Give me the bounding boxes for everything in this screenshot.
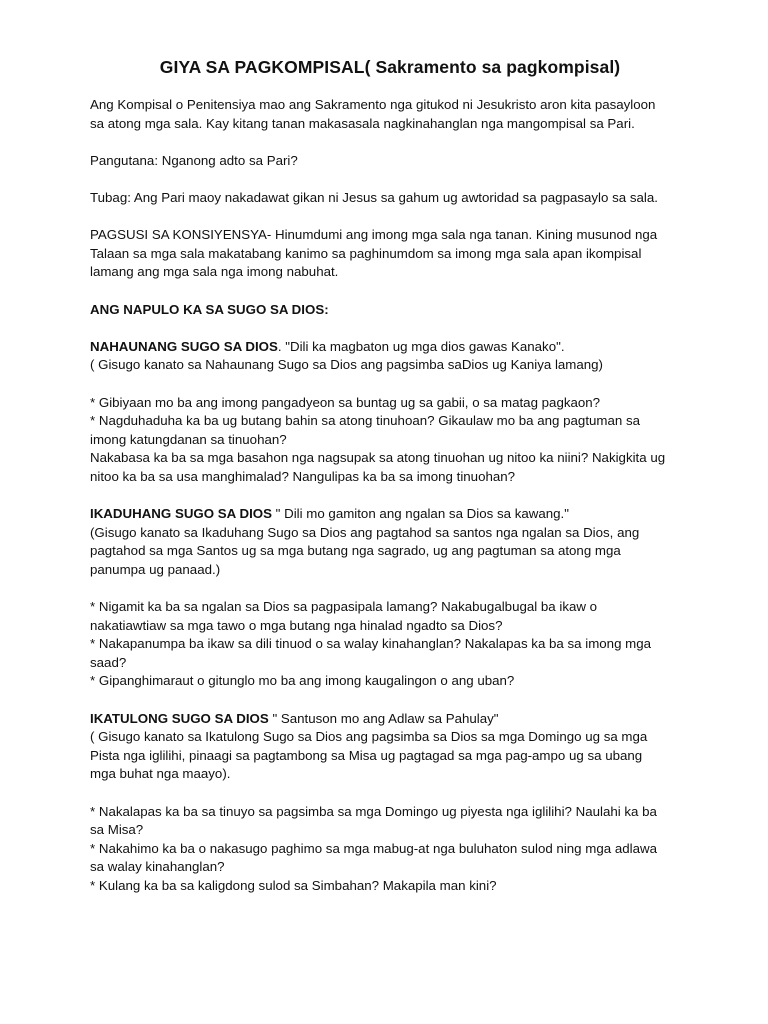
explanation-line: Pista nga iglilihi, pinaagi sa pagtambong sa Misa ug pagtagad sa mga pag-ampo ug sa ubang bbox=[90, 747, 643, 763]
second-commandment-questions bbox=[90, 598, 690, 691]
third-commandment-intro bbox=[90, 710, 690, 784]
question-line: Nakabasa ka ba sa mga basahon nga nagsupak sa atong tinuohan ug nitoo ka niini? Nakigkita ug bbox=[90, 450, 666, 466]
question-line: * Nakapanumpa ba ikaw sa dili tinuod o sa walay kinahanglan? Nakalapas ka ba sa imong mga bbox=[90, 636, 652, 652]
third-commandment-questions bbox=[90, 803, 690, 896]
first-commandment-quote: . "Dili ka magbaton ug mga dios gawas Kanako". bbox=[277, 338, 565, 354]
question-line: * Kulang ka ba sa kaligdong sulod sa Simbahan? Makapila man kini? bbox=[90, 877, 497, 893]
intro-line: Ang Kompisal o Penitensiya mao ang Sakramento nga gitukod ni Jesukristo aron kita pasayloon bbox=[90, 97, 656, 112]
question-line: nitoo ka ba sa usa manghimalad? Nangulipas ka ba sa imong tinuohan? bbox=[90, 468, 516, 484]
question-line: * Nakalapas ka ba sa tinuyo sa pagsimba sa mga Domingo ug piyesta nga iglilihi? Naulahi ka ba bbox=[90, 803, 657, 819]
third-commandment-heading: IKATULONG SUGO SA DIOS bbox=[90, 710, 269, 726]
intro-line: sa atong mga sala. Kay kitang tanan makasasala nagkinahanglan nga mangompisal sa Pari. bbox=[90, 115, 635, 131]
question-line: * Gipanghimaraut o gitunglo mo ba ang imong kaugalingon o ang uban? bbox=[90, 673, 515, 689]
examination-paragraph bbox=[90, 226, 690, 282]
question-line: nakatiawtiaw sa mga tawo o mga butang nga hinalad ngadto sa Dios? bbox=[90, 617, 503, 633]
second-commandment-title bbox=[90, 505, 690, 524]
explanation-line: ( Gisugo kanato sa Ikatulong Sugo sa Dios ang pagsimba sa Dios sa mga Domingo ug sa mga bbox=[90, 729, 648, 745]
examination-line: Talaan sa mga sala makatabang kanimo sa paghinumdom sa imong mga sala apan ikompisal bbox=[90, 245, 642, 261]
question-line: * Gibiyaan mo ba ang imong pangadyeon sa buntag ug sa gabii, o sa matag pagkaon? bbox=[90, 394, 601, 410]
question-line: imong katungdanan sa tinuohan? bbox=[90, 431, 287, 447]
first-commandment-explanation: ( Gisugo kanato sa Nahaunang Sugo sa Dios ang pagsimba saDios ug Kaniya lamang) bbox=[90, 357, 603, 373]
first-commandment-title bbox=[90, 338, 690, 357]
examination-line: lamang ang mga sala nga imong nabuhat. bbox=[90, 264, 339, 280]
third-commandment-quote: " Santuson mo ang Adlaw sa Pahulay" bbox=[268, 710, 499, 726]
question-line: saad? bbox=[90, 654, 127, 670]
examination-line: PAGSUSI SA KONSIYENSYA- Hinumdumi ang imong mga sala nga tanan. Kining musunod nga bbox=[90, 227, 658, 243]
explanation-line: panumpa ug panaad.) bbox=[90, 561, 221, 577]
intro-paragraph bbox=[90, 96, 690, 133]
document-page bbox=[90, 56, 690, 914]
answer-paragraph: Tubag: Ang Pari maoy nakadawat gikan ni Jesus sa gahum ug awtoridad sa pagpasaylo sa sala. bbox=[90, 189, 658, 205]
question-line: * Nigamit ka ba sa ngalan sa Dios sa pagpasipala lamang? Nakabugalbugal ba ikaw o bbox=[90, 599, 598, 615]
second-commandment-intro bbox=[90, 505, 690, 579]
question-line: sa Misa? bbox=[90, 822, 144, 838]
explanation-line: pagtahod sa mga Santos ug sa mga butang nga sagrado, ug ang pagtuman sa atong mga bbox=[90, 543, 621, 559]
question-paragraph: Pangutana: Nganong adto sa Pari? bbox=[90, 152, 298, 168]
question-line: * Nakahimo ka ba o nakasugo paghimo sa mga mabug-at nga buluhaton sulod ning mga adlawa bbox=[90, 840, 657, 856]
question-line: * Nagduhaduha ka ba ug butang bahin sa atong tinuhoan? Gikaulaw mo ba ang pagtuman sa bbox=[90, 413, 641, 429]
explanation-line: mga buhat nga maayo). bbox=[90, 766, 231, 782]
document-title: GIYA SA PAGKOMPISAL( Sakramento sa pagkompisal) bbox=[159, 57, 621, 77]
first-commandment-heading: NAHAUNANG SUGO SA DIOS bbox=[90, 338, 278, 354]
first-commandment-questions bbox=[90, 394, 690, 487]
explanation-line: (Gisugo kanato sa Ikaduhang Sugo sa Dios ang pagtahod sa santos nga ngalan sa Dios, ang bbox=[90, 524, 640, 540]
third-commandment-title bbox=[90, 710, 690, 729]
question-line: sa walay kinahanglan? bbox=[90, 859, 225, 875]
commandments-heading: ANG NAPULO KA SA SUGO SA DIOS: bbox=[90, 301, 329, 317]
first-commandment-intro bbox=[90, 338, 690, 375]
second-commandment-heading: IKADUHANG SUGO SA DIOS bbox=[90, 506, 272, 522]
second-commandment-quote: " Dili mo gamiton ang ngalan sa Dios sa kawang." bbox=[271, 506, 569, 522]
